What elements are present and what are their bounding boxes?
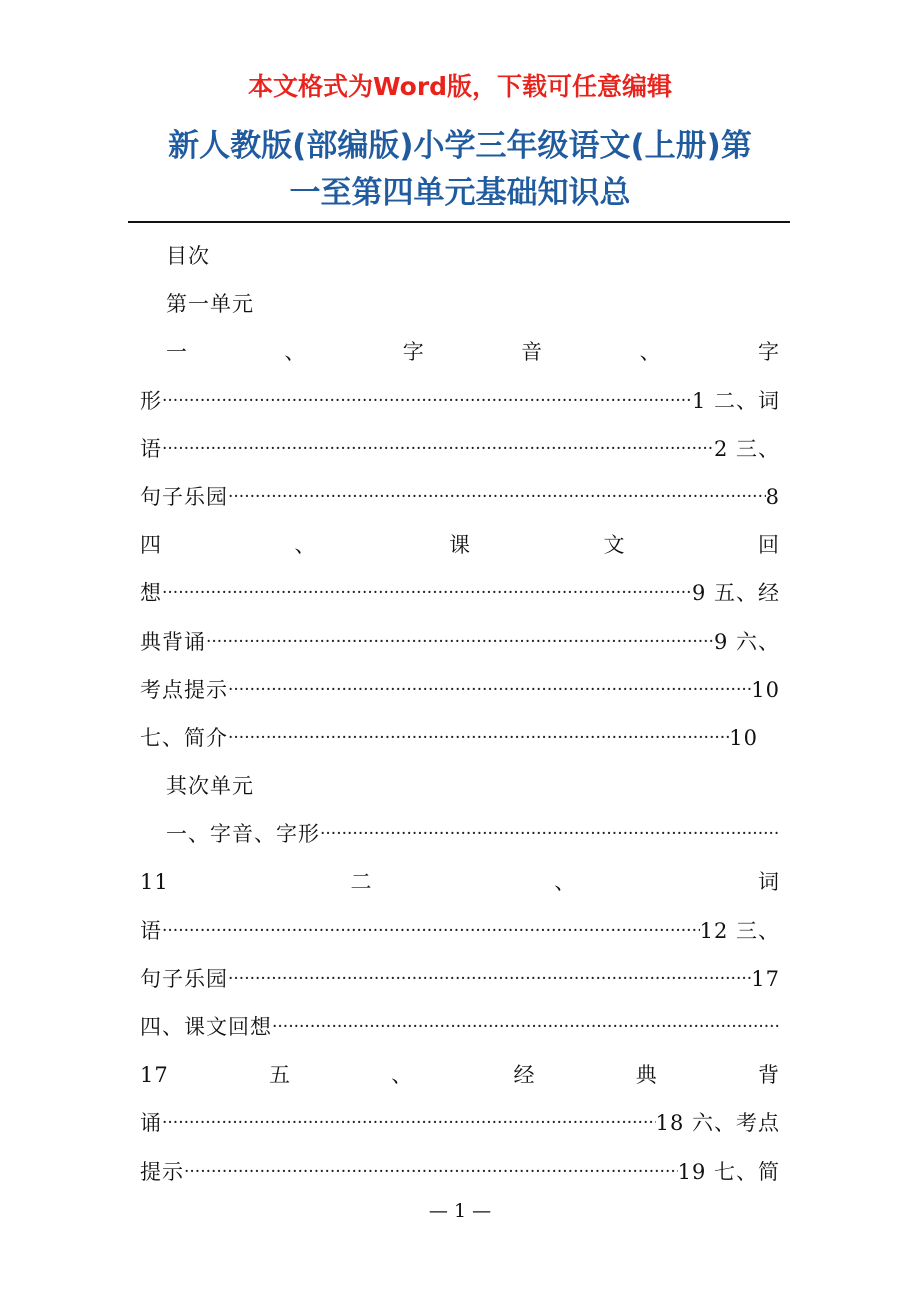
toc-char: 音 [521, 340, 544, 365]
dot-leader [206, 618, 714, 666]
dot-leader [162, 569, 692, 617]
toc-entry-text: 七、简介 [140, 725, 228, 750]
toc-char: 17 [140, 1063, 169, 1088]
title-divider [128, 221, 790, 223]
toc-page-ref: 8 [765, 484, 780, 509]
toc-char: 、 [284, 340, 307, 365]
toc-line [140, 521, 780, 569]
toc-line [140, 955, 780, 1003]
toc-page-ref: 18 六、考点 [655, 1111, 780, 1136]
dot-leader [162, 377, 692, 425]
toc-char: 11 [140, 870, 169, 895]
toc-char: 、 [554, 870, 577, 895]
toc-page-ref: 17 [751, 966, 780, 991]
toc-char: 课 [449, 533, 471, 558]
toc-line [140, 858, 780, 906]
dot-leader [162, 425, 714, 473]
toc-char: 、 [294, 533, 317, 558]
format-notice: 本文格式为Word版，下载可任意编辑 [247, 72, 673, 101]
dot-leader [272, 1003, 780, 1051]
dot-leader [228, 473, 766, 521]
toc-char: 词 [757, 870, 780, 895]
dot-leader [184, 1148, 678, 1196]
dot-leader [320, 810, 780, 858]
toc-line [140, 425, 780, 473]
dot-leader [162, 1099, 656, 1147]
toc-char: 一 [166, 340, 188, 365]
toc-line [140, 810, 780, 858]
toc-entry-text: 四、课文回想 [140, 1015, 272, 1039]
toc-entry-text: 提示 [140, 1159, 184, 1184]
dot-leader [228, 955, 751, 1003]
document-title-line-1: 新人教版(部编版)小学三年级语文(上册)第 [168, 128, 752, 164]
toc-entry-text: 句子乐园 [140, 484, 228, 509]
toc-char: 五 [268, 1063, 291, 1088]
toc-line [140, 714, 758, 762]
toc-char: 字 [757, 340, 780, 365]
toc-line [140, 666, 780, 714]
toc-page-ref: 10 [751, 677, 780, 702]
toc-entry-text: 典背诵 [140, 629, 206, 654]
toc-line [140, 1148, 780, 1196]
toc-line [140, 907, 780, 955]
unit-2-label: 其次单元 [166, 774, 254, 799]
document-title-line-2: 一至第四单元基础知识总 [289, 175, 631, 211]
toc-heading: 目次 [166, 244, 210, 268]
page-number: — 1 — [428, 1200, 492, 1222]
dot-leader [228, 666, 751, 714]
toc-char: 回 [758, 533, 780, 558]
toc-char: 、 [639, 340, 662, 365]
toc-line [140, 1003, 780, 1051]
toc-line [140, 377, 780, 425]
toc-entry-text: 考点提示 [140, 677, 228, 702]
unit-1-label: 第一单元 [166, 292, 254, 317]
toc-entry-text: 形 [140, 388, 162, 413]
toc-char: 二 [350, 870, 373, 895]
toc-entry-text: 诵 [140, 1111, 162, 1136]
toc-char: 经 [513, 1063, 536, 1088]
toc-line [140, 473, 780, 521]
toc-entry-text: 语 [140, 918, 162, 943]
toc-line [140, 328, 780, 376]
toc-line [140, 618, 780, 666]
toc-line [140, 569, 780, 617]
toc-entry-text: 语 [140, 436, 162, 461]
table-of-contents [140, 232, 780, 1196]
dot-leader [162, 907, 700, 955]
toc-char: 背 [757, 1063, 780, 1088]
toc-page-ref: 2 三、 [713, 436, 780, 461]
dot-leader [228, 714, 729, 762]
toc-page-ref: 19 七、简 [677, 1159, 780, 1184]
toc-char: 、 [391, 1063, 414, 1088]
toc-line [140, 1051, 780, 1099]
toc-char: 典 [635, 1063, 658, 1088]
toc-page-ref: 9 五、经 [691, 581, 780, 606]
toc-char: 字 [402, 340, 425, 365]
toc-entry-text: 想 [140, 581, 162, 606]
toc-entry-text: 句子乐园 [140, 966, 228, 991]
toc-char: 文 [603, 533, 626, 558]
toc-line [140, 1099, 780, 1147]
toc-char: 四 [140, 533, 162, 558]
toc-page-ref: 12 三、 [699, 918, 780, 943]
toc-entry-text: 一、字音、字形 [166, 822, 320, 847]
toc-page-ref: 10 [729, 725, 758, 750]
toc-page-ref: 1 二、词 [691, 388, 780, 413]
toc-page-ref: 9 六、 [713, 629, 780, 654]
